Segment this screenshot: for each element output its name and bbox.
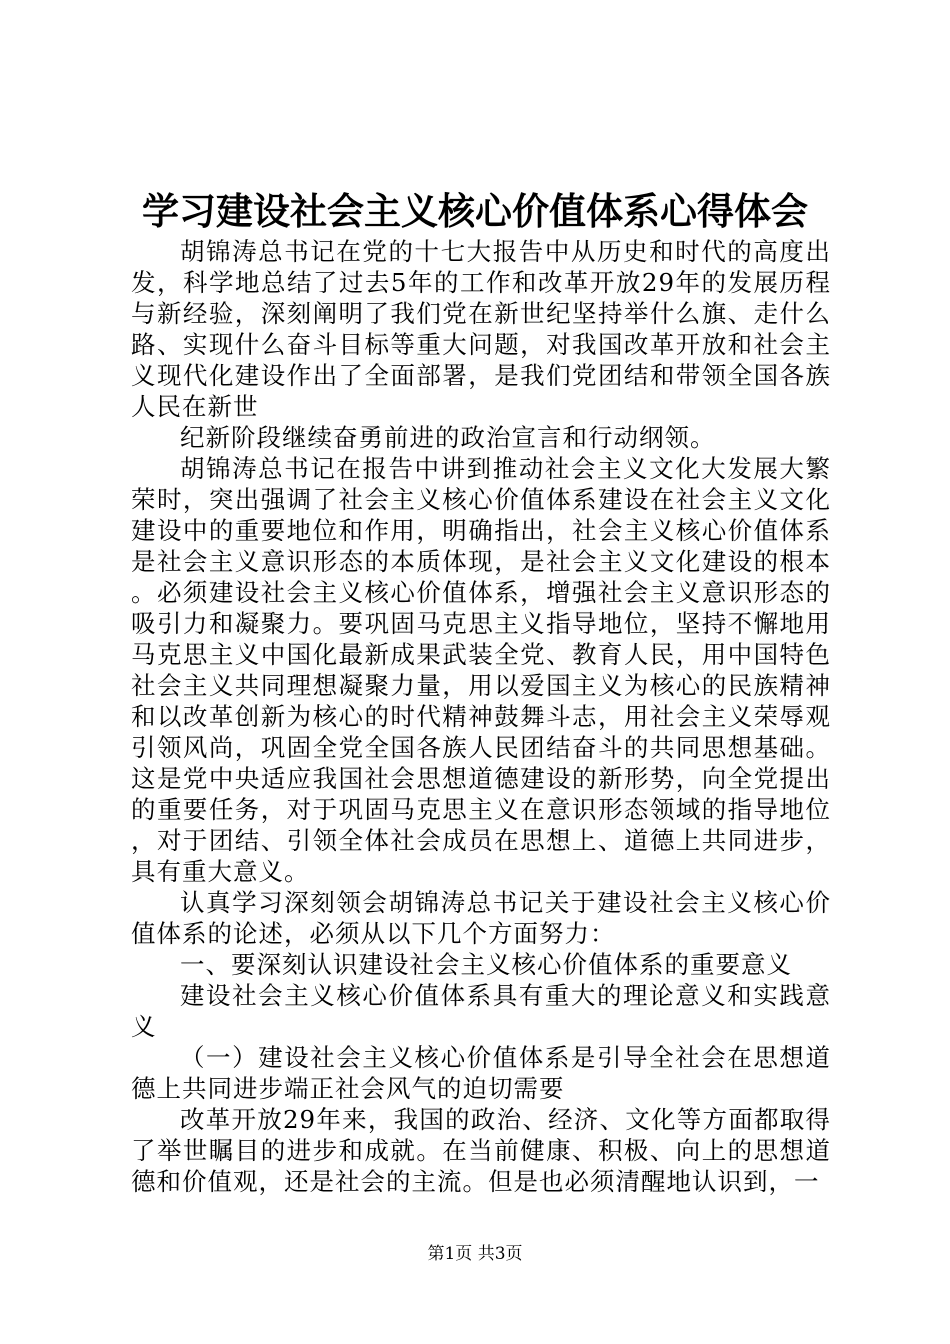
page-footer: 第1页 共3页: [427, 1244, 523, 1264]
paragraph: 改革开放29年来，我国的政治、经济、文化等方面都取得了举世瞩目的进步和成就。在当前健康、积极、向上的思想道德和价值观，还是社会的主流。但是也必须清醒地认识到，一: [131, 1105, 831, 1196]
paragraph: 认真学习深刻领会胡锦涛总书记关于建设社会主义核心价值体系的论述，必须从以下几个方面努力：: [131, 888, 831, 948]
paragraph: 纪新阶段继续奋勇前进的政治宣言和行动纲领。: [180, 423, 716, 452]
document-title: 学习建设社会主义核心价值体系心得体会: [142, 189, 808, 233]
paragraph: 胡锦涛总书记在党的十七大报告中从历史和时代的高度出发，科学地总结了过去5年的工作和改革开放29年的发展历程与新经验，深刻阐明了我们党在新世纪坚持举什么旗、走什么路、实现什么奋斗目标等重大问题，对我国改革开放和社会主义现代化建设作出了全面部署，是我们党团结和带领全国各族人民在新世: [131, 237, 831, 421]
paragraph: 胡锦涛总书记在报告中讲到推动社会主义文化大发展大繁荣时，突出强调了社会主义核心价值体系建设在社会主义文化建设中的重要地位和作用，明确指出，社会主义核心价值体系是社会主义意识形态的本质体现，是社会主义文化建设的根本。必须建设社会主义核心价值体系，增强社会主义意识形态的吸引力和凝聚力。要巩固马克思主义指导地位，坚持不懈地用马克思主义中国化最新成果武装全党、教育人民，用中国特色社会主义共同理想凝聚力量，用以爱国主义为核心的民族精神和以改革创新为核心的时代精神鼓舞斗志，用社会主义荣辱观引领风尚，巩固全党全国各族人民团结奋斗的共同思想基础。这是党中央适应我国社会思想道德建设的新形势，向全党提出的重要任务，对于巩固马克思主义在意识形态领域的指导地位，对于团结、引领全体社会成员在思想上、道德上共同进步，具有重大意义。: [131, 454, 831, 886]
paragraph: 建设社会主义核心价值体系具有重大的理论意义和实践意义: [131, 981, 831, 1041]
section-heading: 一、要深刻认识建设社会主义核心价值体系的重要意义: [180, 950, 792, 979]
subsection-heading: （一）建设社会主义核心价值体系是引导全社会在思想道德上共同进步端正社会风气的迫切需要: [131, 1043, 831, 1103]
document-body: [131, 236, 831, 1197]
